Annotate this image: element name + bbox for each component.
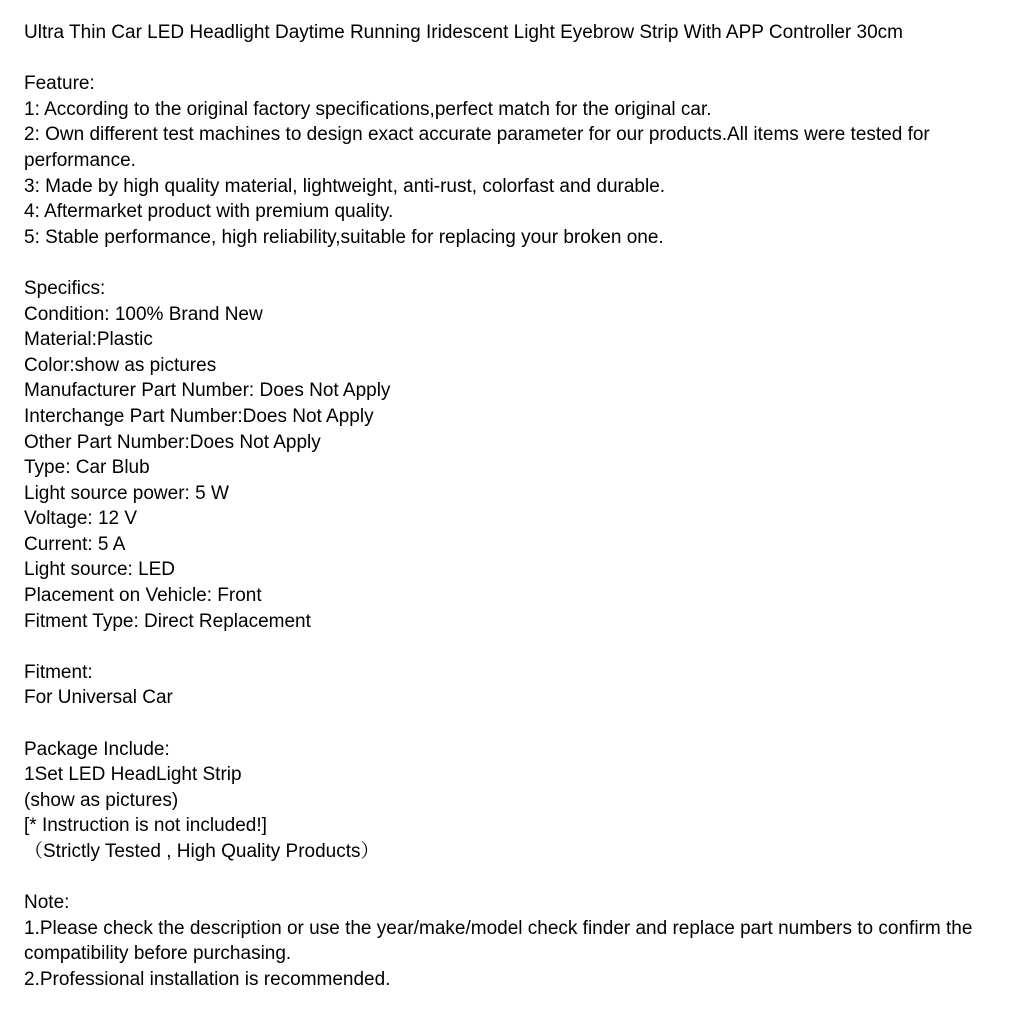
text-line: Current: 5 A [24, 533, 126, 555]
text-line: 3: Made by high quality material, lightweight, anti-rust, colorfast and durable. [24, 175, 666, 197]
text-line: Type: Car Blub [24, 457, 150, 479]
note-heading: Note: [24, 892, 70, 914]
text-line: 2.Professional installation is recommended. [24, 968, 391, 990]
section-feature [24, 71, 1000, 250]
text-line: 1Set LED HeadLight Strip [24, 764, 242, 786]
text-line: Placement on Vehicle: Front [24, 585, 262, 607]
text-line: compatibility before purchasing. [24, 943, 292, 965]
text-line: Manufacturer Part Number: Does Not Apply [24, 380, 391, 402]
text-line: (show as pictures) [24, 789, 179, 811]
text-line: 2: Own different test machines to design exact accurate parameter for our products.All items were tested for [24, 124, 930, 146]
text-line: 1.Please check the description or use the year/make/model check finder and replace part numbers to confirm the [24, 917, 973, 939]
text-line: Fitment Type: Direct Replacement [24, 610, 311, 632]
text-line: Light source: LED [24, 559, 176, 581]
text-line: For Universal Car [24, 687, 173, 709]
text-line: 1: According to the original factory specifications,perfect match for the original car. [24, 98, 712, 120]
text-line: [* Instruction is not included!] [24, 815, 267, 837]
text-line: Light source power: 5 W [24, 482, 229, 504]
text-line: Interchange Part Number:Does Not Apply [24, 405, 374, 427]
text-line: 4: Aftermarket product with premium quality. [24, 201, 394, 223]
package-heading: Package Include: [24, 738, 170, 760]
section-fitment [24, 660, 1000, 711]
text-line: Other Part Number:Does Not Apply [24, 431, 321, 453]
feature-heading: Feature: [24, 73, 95, 95]
text-line: Condition: 100% Brand New [24, 303, 263, 325]
text-line: 5: Stable performance, high reliability,suitable for replacing your broken one. [24, 226, 664, 248]
text-line: Color:show as pictures [24, 354, 217, 376]
page-title: Ultra Thin Car LED Headlight Daytime Running Iridescent Light Eyebrow Strip With APP Controller 30cm [24, 22, 903, 43]
specifics-heading: Specifics: [24, 277, 106, 299]
text-line: Material:Plastic [24, 329, 153, 351]
section-specifics [24, 276, 1000, 634]
text-line: performance. [24, 149, 136, 171]
text-line: （Strictly Tested , High Quality Products） [24, 841, 380, 862]
section-note [24, 890, 1000, 992]
section-package [24, 737, 1000, 865]
fitment-heading: Fitment: [24, 661, 93, 683]
section-title [24, 20, 1000, 46]
text-line: Voltage: 12 V [24, 508, 138, 530]
